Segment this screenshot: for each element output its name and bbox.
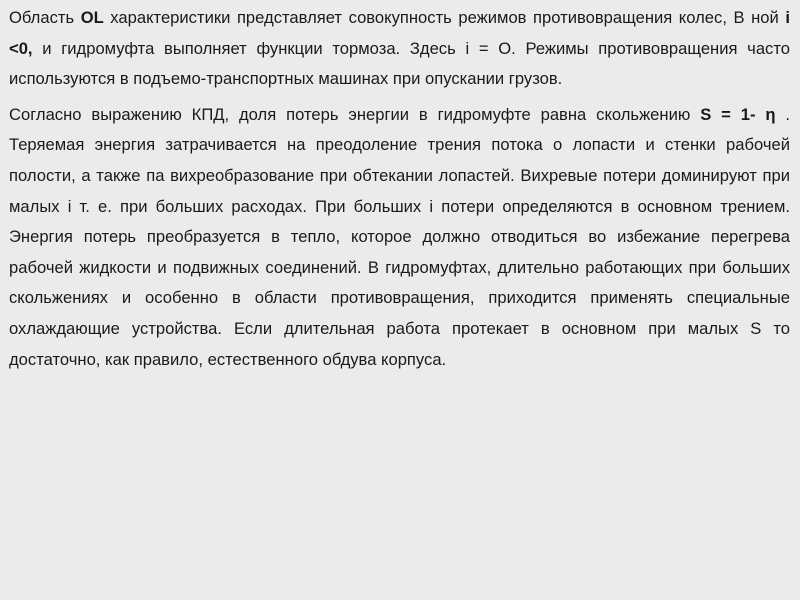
p1-bold-ol: OL — [80, 8, 104, 27]
p1-text-1: Область — [9, 8, 81, 27]
p2-bold-formula: S = 1- η — [700, 104, 776, 124]
p1-bold-condition: i <0, — [9, 8, 790, 58]
paragraph-ol-region — [9, 3, 790, 95]
p2-text-2: . Теряемая энергия затрачивается на преодоление трения потока о лопасти и стенки рабочей полости, а также па вихреобразование при обтекании лопастей. Вихревые потери доминируют при малых i т. е. при больших расходах. При больших i потери определяются в основном трением. Энергия потерь преобразуется в тепло, которое должно отводиться во избежание перегрева рабочей жидкости и подвижных соединений. В гидромуфтах, длительно работающих при больших скольжениях и особенно в области противовращения, приходится применять специальные охлаждающие устройства. Если длительная работа протекает в основном при малых S то достаточно, как правило, естественного обдува корпуса. — [9, 104, 790, 369]
p1-text-2: характеристики представляет совокупность режимов противовращения колес, В ной — [103, 8, 786, 27]
p2-text-1: Согласно выражению КПД, доля потерь энергии в гидромуфте равна скольжению — [9, 104, 701, 124]
p1-text-3: и гидромуфта выполняет функции тормоза. Здесь i = О. Режимы противовращения часто используются в подъемо-транспортных машинах при опускании грузов. — [9, 38, 790, 89]
paragraph-efficiency-losses — [9, 100, 790, 375]
